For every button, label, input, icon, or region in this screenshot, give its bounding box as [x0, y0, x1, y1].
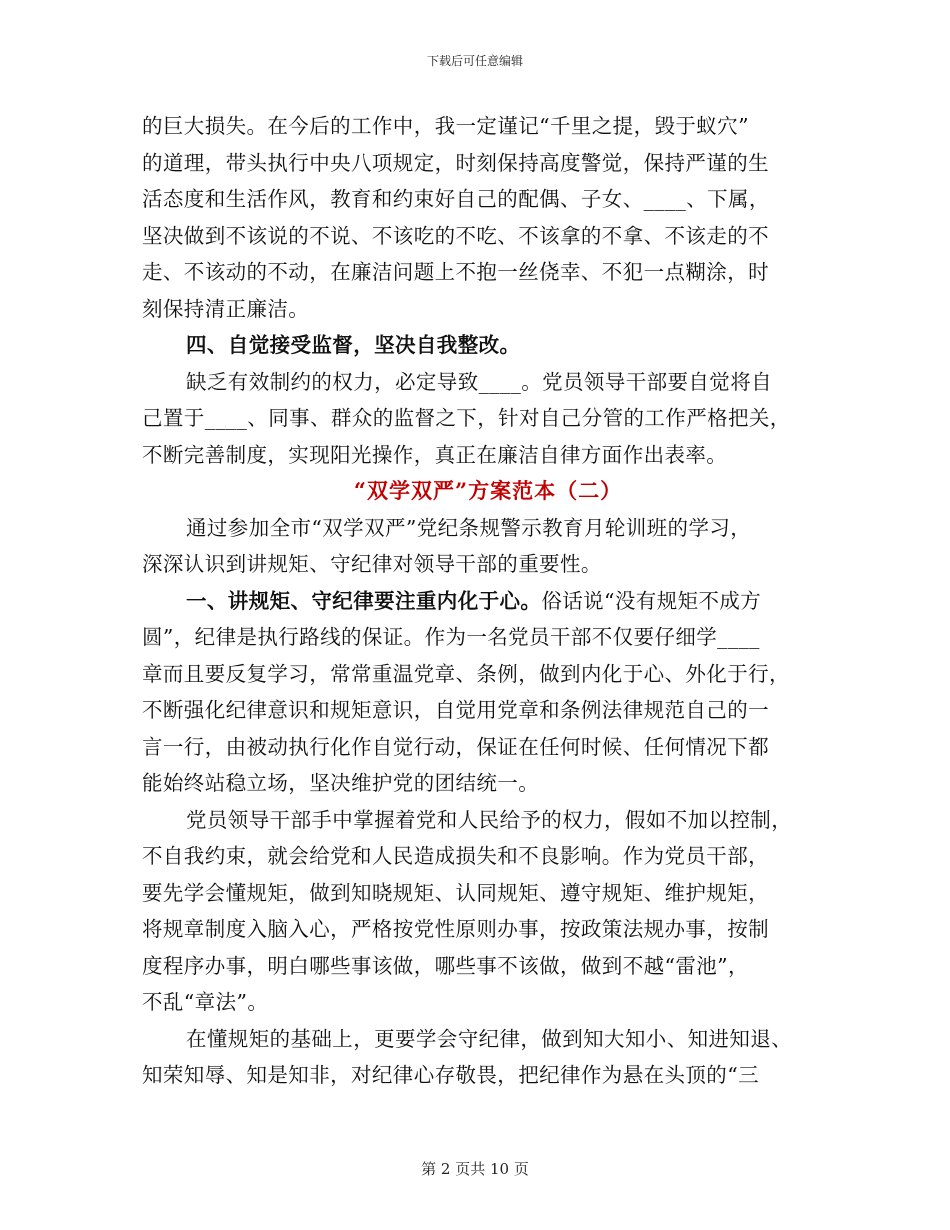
body-line: 深深认识到讲规矩、守纪律对领导干部的重要性。 [142, 552, 602, 576]
body-line: 在懂规矩的基础上，更要学会守纪律，做到知大知小、知进知退、 [186, 1026, 793, 1051]
body-line: 不断强化纪律意识和规矩意识，自觉用党章和条例法律规范自己的一 [142, 698, 769, 722]
body-line: 缺乏有效制约的权力，必定导致____。党员领导干部要自觉将自 [186, 369, 772, 394]
body-line: 不自我约束，就会给党和人民造成损失和不良影响。作为党员干部， [142, 844, 769, 868]
body-line: 党员领导干部手中掌握着党和人民给予的权力，假如不加以控制， [186, 807, 793, 832]
document-title: “双学双严”方案范本（二） [353, 478, 623, 503]
body-line: 能始终站稳立场，坚决维护党的团结统一。 [142, 771, 540, 795]
body-line: 刻保持清正廉洁。 [142, 296, 310, 321]
body-text: 俗话说“没有规矩不成方 [541, 588, 762, 613]
body-line: 知荣知辱、知是知非，对纪律心存敬畏，把纪律作为悬在头顶的“三 [142, 1063, 759, 1087]
body-line [142, 583, 814, 620]
body-line: 活态度和生活作风，教育和约束好自己的配偶、子女、____、下属， [142, 187, 770, 211]
document-body [142, 108, 814, 1094]
section-heading: 一、讲规矩、守纪律要注重内化于心。 [186, 588, 542, 613]
body-line: 度程序办事，明白哪些事该做，哪些事不该做，做到不越“雷池”， [142, 953, 749, 978]
body-line: 言一行，由被动执行化作自觉行动，保证在任何时候、任何情况下都 [142, 734, 769, 759]
section-heading: 四、自觉接受监督，坚决自我整改。 [186, 333, 521, 357]
body-line: 的道理，带头执行中央八项规定，时刻保持高度警觉，保持严谨的生 [142, 150, 769, 175]
body-line: 要先学会懂规矩，做到知晓规矩、认同规矩、遵守规矩、维护规矩， [142, 880, 769, 905]
body-line: 圆”，纪律是执行路线的保证。作为一名党员干部不仅要仔细学____ [142, 625, 760, 649]
page-header: 下载后可任意编辑 [426, 54, 523, 68]
body-line: 己置于____、同事、群众的监督之下，针对自己分管的工作严格把关， [142, 406, 791, 430]
body-line: 坚决做到不该说的不说、不该吃的不吃、不该拿的不拿、不该走的不 [142, 223, 769, 248]
body-line: 通过参加全市“双学双严”党纪条规警示教育月轮训班的学习， [186, 515, 752, 540]
page-footer: 第 2 页共 10 页 [421, 1160, 529, 1178]
body-line: 将规章制度入脑入心，严格按党性原则办事，按政策法规办事，按制 [142, 917, 769, 941]
body-line: 不断完善制度，实现阳光操作，真正在廉洁自律方面作出表率。 [142, 442, 728, 467]
body-line: 章而且要反复学习，常常重温党章、条例，做到内化于心、外化于行， [142, 661, 790, 686]
body-line: 走、不该动的不动，在廉洁问题上不抱一丝侥幸、不犯一点糊涂，时 [142, 260, 769, 284]
body-line: 的巨大损失。在今后的工作中，我一定谨记“千里之提，毁于蚁穴” [142, 114, 749, 138]
body-line: 不乱“章法”。 [142, 990, 269, 1014]
